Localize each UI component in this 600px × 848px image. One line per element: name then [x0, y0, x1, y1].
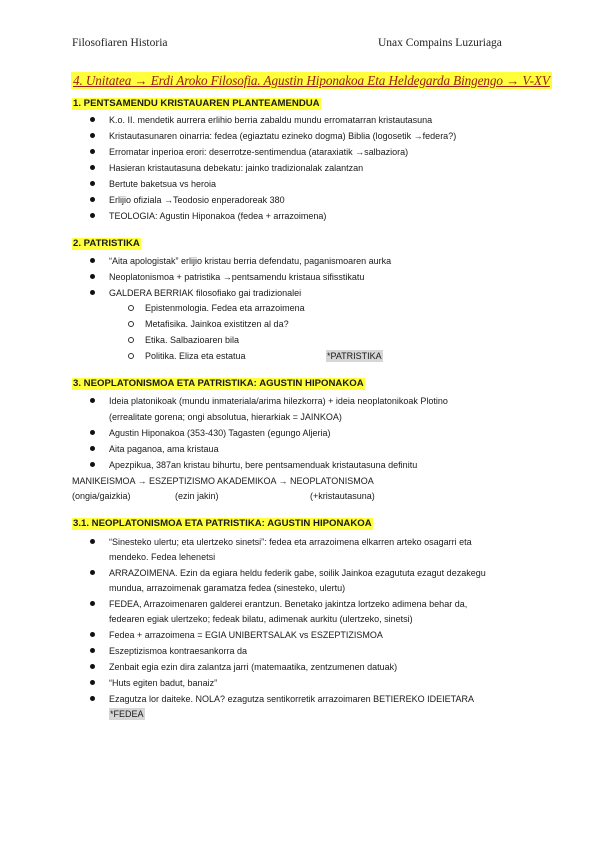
bullet-icon [90, 117, 95, 122]
circle-bullet-icon [128, 321, 134, 327]
list-item: “Sinesteko ulertu; eta ulertzeko sinetsi”: fedea eta arrazoimena elkarren arteko osagarri eta [109, 537, 472, 547]
flow-note-1: (ongia/gaizkia) [72, 491, 131, 501]
header-course: Filosofiaren Historia [72, 37, 168, 49]
list-item: Fedea + arrazoimena = EGIA UNIBERTSALAK vs ESZEPTIZISMOA [109, 630, 383, 640]
flow-note-2: (ezin jakin) [175, 491, 219, 501]
bullet-icon [90, 213, 95, 218]
bullet-icon [90, 430, 95, 435]
sub-list-item: Epistenmologia. Fedea eta arrazoimena [145, 303, 305, 313]
sub-list-item: Politika. Eliza eta estatua [145, 351, 246, 361]
bullet-icon [90, 274, 95, 279]
bullet-icon [90, 398, 95, 403]
list-item: TEOLOGIA: Agustin Hiponakoa (fedea + arrazoimena) [109, 211, 327, 221]
list-item: Hasieran kristautasuna debekatu: jainko tradizionalak zalantzan [109, 163, 364, 173]
bullet-icon [90, 197, 95, 202]
bullet-icon [90, 258, 95, 263]
unit-title: 4. Unitatea → Erdi Aroko Filosofia. Agustin Hiponakoa Eta Heldegarda Bingengo → V-XV [73, 73, 550, 88]
list-item: Ideia platonikoak (mundu inmateriala/arima hilezkorra) + ideia neoplatonikoak Plotino [109, 396, 448, 406]
flow-note-3: (+kristautasuna) [310, 491, 375, 501]
bullet-icon [90, 632, 95, 637]
list-item: “Huts egiten badut, banaiz” [109, 678, 218, 688]
header-author: Unax Compains Luzuriaga [378, 37, 502, 49]
bullet-icon [90, 133, 95, 138]
list-item: Erromatar inperioa erori: deserrotze-sentimendua (ataraxiatik →salbaziora) [109, 147, 409, 157]
list-item: Bertute baketsua vs heroia [109, 179, 217, 189]
list-item: Apezpikua, 387an kristau bihurtu, bere pentsamenduak kristautasuna definitu [109, 460, 418, 470]
circle-bullet-icon [128, 305, 134, 311]
list-item: Zenbait egia ezin dira zalantza jarri (matemaatika, zentzumenen datuak) [109, 662, 398, 672]
bullet-icon [90, 149, 95, 154]
list-item: K.o. II. mendetik aurrera erlihio berria zabaldu mundu erromatarran kristautasuna [109, 115, 433, 125]
bullet-icon [90, 165, 95, 170]
bullet-icon [90, 601, 95, 606]
tag-patristika: *PATRISTIKA [327, 351, 382, 361]
list-item-continuation: fedearen egiak ulertzeko; fedeak bilatu, adimenak aurkitu (ulertzeko, sinetsi) [109, 614, 413, 624]
list-item: GALDERA BERRIAK filosofiako gai tradizionalei [109, 288, 302, 298]
list-item: ARRAZOIMENA. Ezin da egiara heldu federik gabe, soilik Jainkoa ezagututa ezagut dezakegu [109, 568, 486, 578]
list-item: Ezagutza lor daiteke. NOLA? ezagutza sentikorretik arrazoimaren BETIEREKO IDEIETARA [109, 694, 474, 704]
section-3-heading: 3. NEOPLATONISMOA ETA PATRISTIKA: AGUSTIN HIPONAKOA [73, 378, 364, 389]
list-item: Agustin Hiponakoa (353-430) Tagasten (egungo Aljeria) [109, 428, 331, 438]
bullet-icon [90, 648, 95, 653]
list-item: Aita paganoa, ama kristaua [109, 444, 219, 454]
tag-fedea: *FEDEA [110, 709, 144, 719]
list-item: FEDEA, Arrazoimenaren galderei erantzun. Benetako jakintza lortzeko adimena behar da, [109, 599, 468, 609]
section-2-heading: 2. PATRISTIKA [73, 238, 140, 249]
list-item: Eszeptizismoa kontraesankorra da [109, 646, 248, 656]
bullet-icon [90, 462, 95, 467]
circle-bullet-icon [128, 353, 134, 359]
list-item-continuation: (errealitate gorena; ongi absolutua, hierarkiak = JAINKOA) [109, 412, 342, 422]
circle-bullet-icon [128, 337, 134, 343]
bullet-icon [90, 539, 95, 544]
list-item: Neoplatonismoa + patristika →pentsamendu kristaua sifisstikatu [109, 272, 365, 282]
list-item: Erlijio ofiziala →Teodosio enperadoreak 380 [109, 195, 285, 205]
sub-list-item: Etika. Salbazioaren bila [145, 335, 240, 345]
bullet-icon [90, 181, 95, 186]
list-item: Kristautasunaren oinarria: fedea (egiaztatu ezineko dogma) Biblia (logosetik →federa?) [109, 131, 457, 141]
list-item-continuation: mundua, arrazoimenak garamatza fedea (sinesteko, ulertu) [109, 583, 346, 593]
flow-line: MANIKEISMOA → ESZEPTIZISMO AKADEMIKOA → NEOPLATONISMOA [72, 476, 374, 486]
list-item-continuation: mendeko. Fedea lehenetsi [109, 552, 216, 562]
bullet-icon [90, 680, 95, 685]
sub-list-item: Metafisika. Jainkoa existitzen al da? [145, 319, 289, 329]
bullet-icon [90, 664, 95, 669]
bullet-icon [90, 290, 95, 295]
list-item: “Aita apologistak” erlijio kristau berria defendatu, paganismoaren aurka [109, 256, 392, 266]
bullet-icon [90, 446, 95, 451]
section-1-heading: 1. PENTSAMENDU KRISTAUAREN PLANTEAMENDUA [73, 98, 320, 109]
section-3-1-heading: 3.1. NEOPLATONISMOA ETA PATRISTIKA: AGUSTIN HIPONAKOA [73, 518, 372, 529]
bullet-icon [90, 570, 95, 575]
bullet-icon [90, 696, 95, 701]
